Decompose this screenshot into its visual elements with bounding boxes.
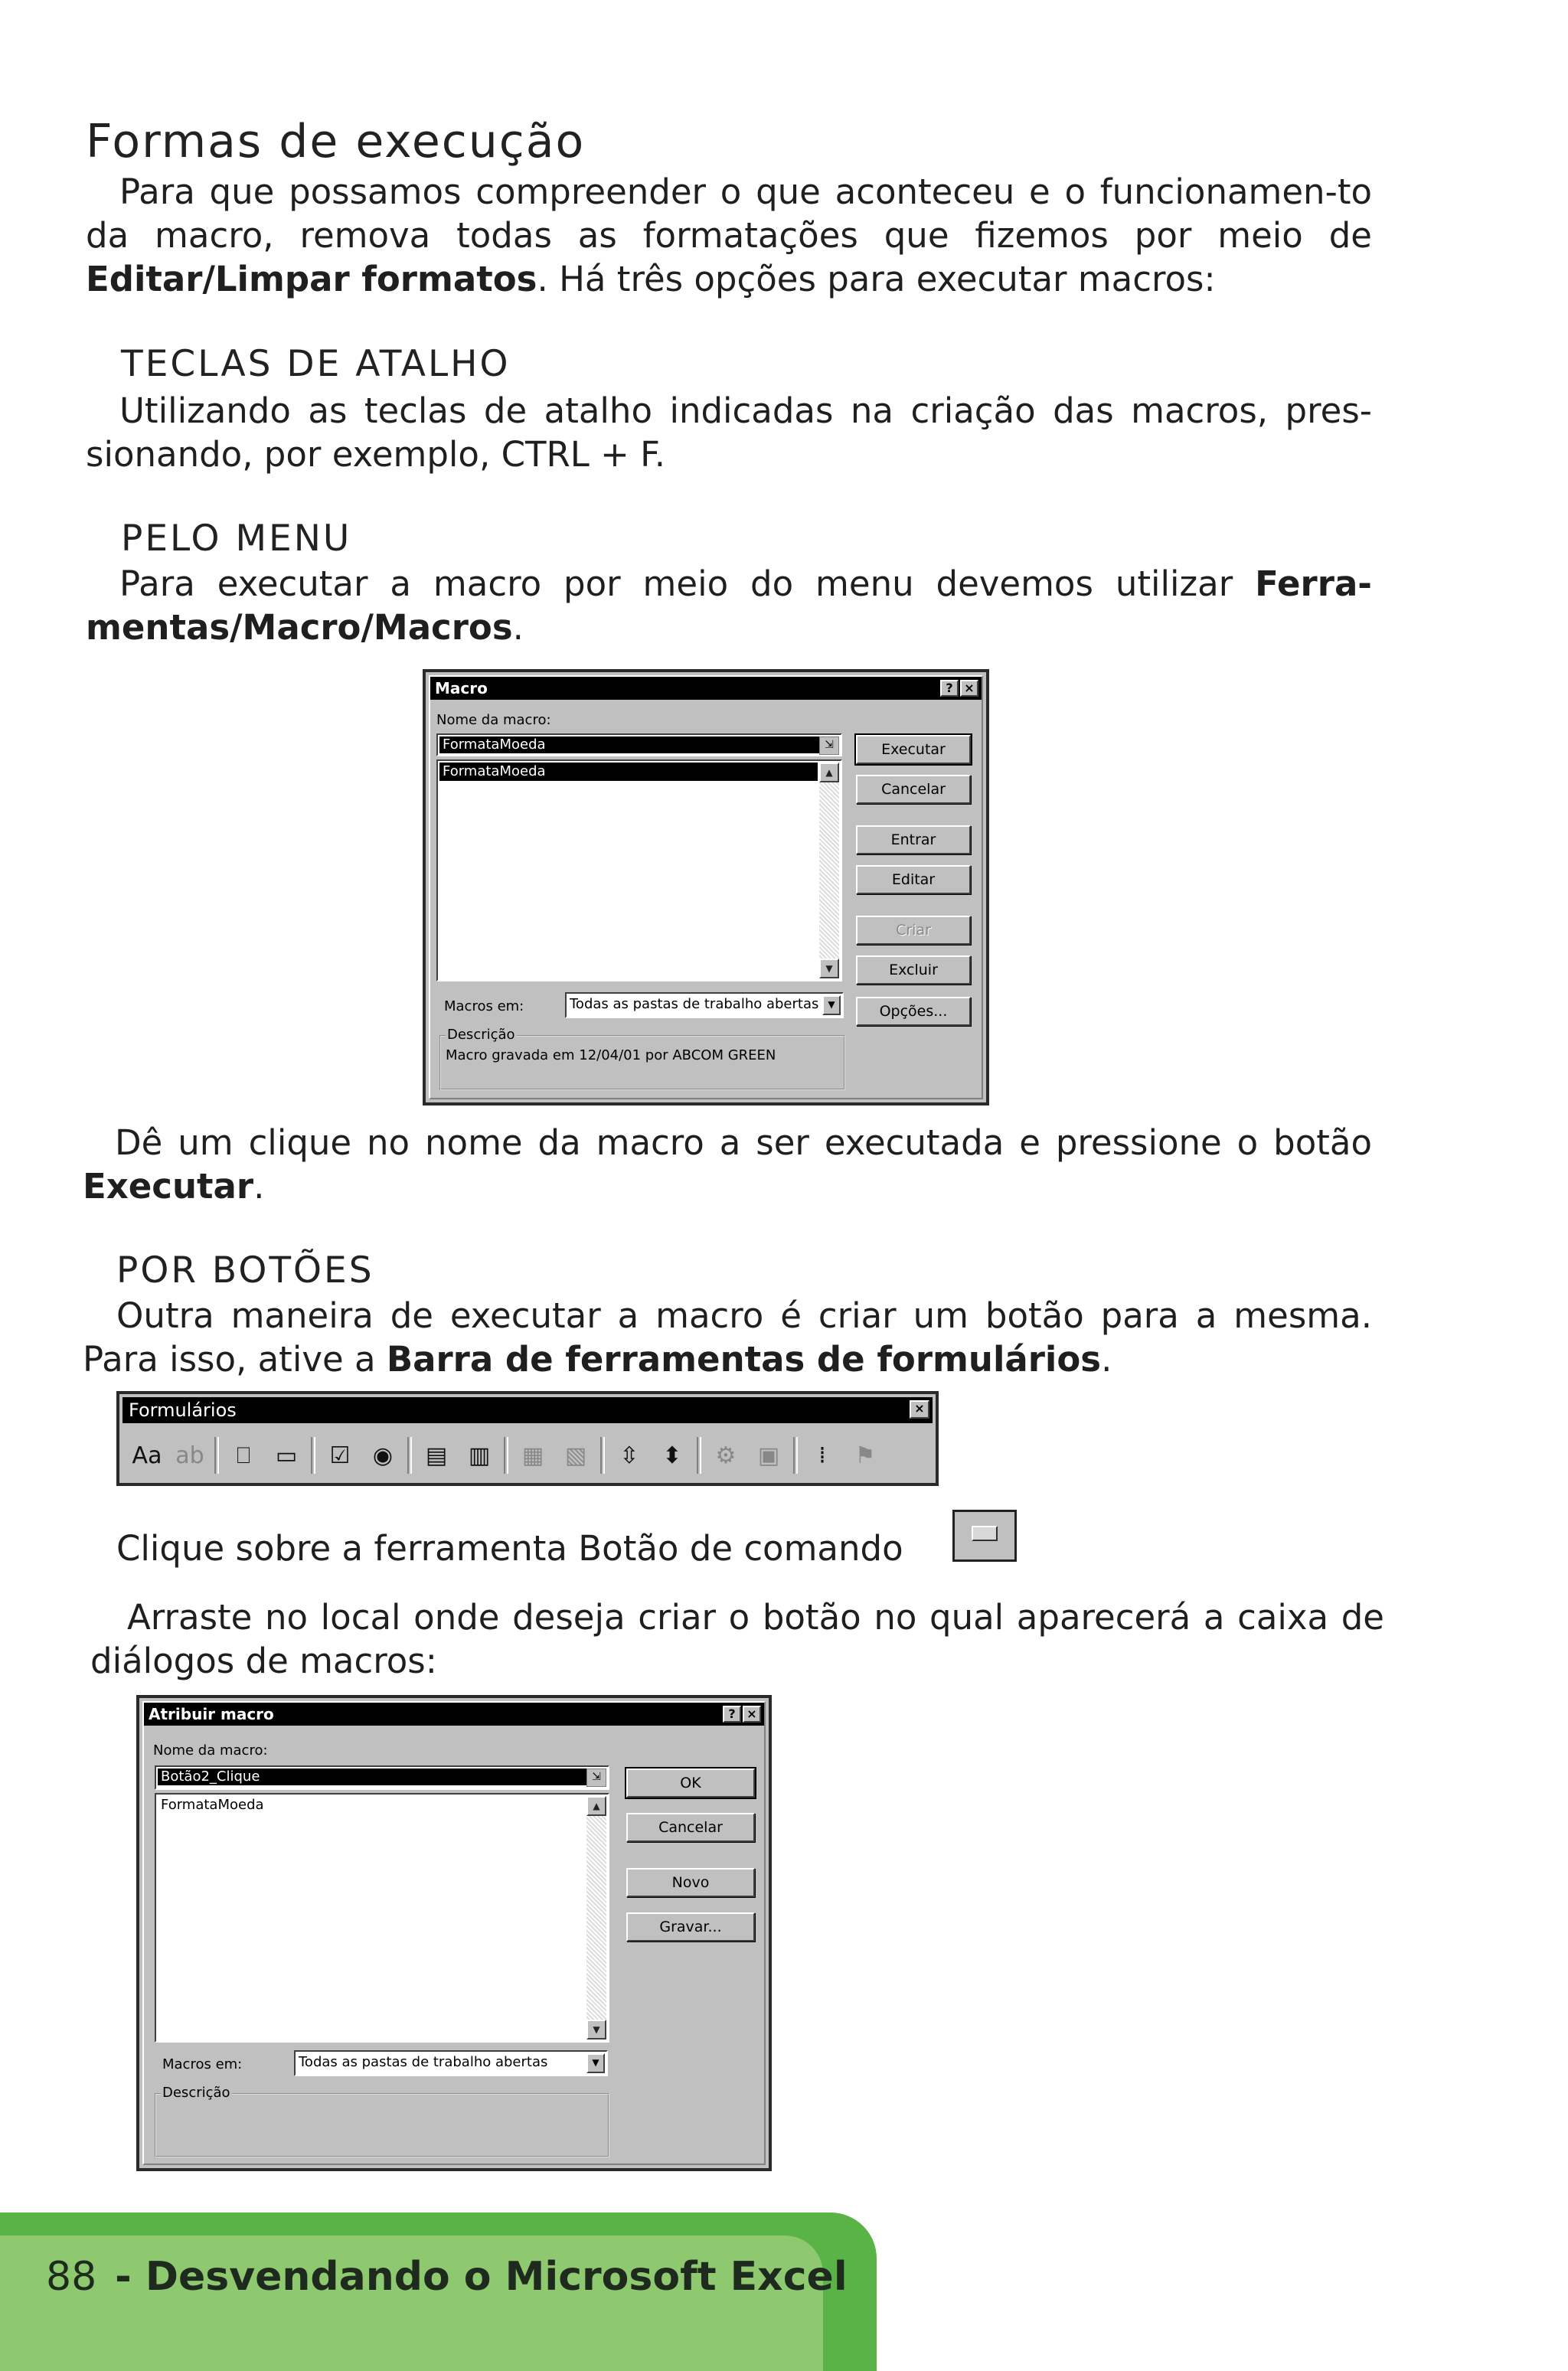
assign-macro-list[interactable] <box>155 1793 609 2043</box>
toolbar-separator <box>407 1437 412 1474</box>
combo-dropdown-edit-icon[interactable]: ▧ <box>564 1442 587 1469</box>
menu-bold-command: Ferra-mentas/Macro/Macros <box>86 563 1372 648</box>
book-title: - Desvendando o Microsoft Excel <box>115 2254 848 2300</box>
forms-toolbar-tools <box>126 1431 929 1480</box>
edit-code-icon[interactable]: ▣ <box>757 1442 780 1469</box>
toolbar-separator <box>214 1437 219 1474</box>
close-icon[interactable]: × <box>910 1400 929 1419</box>
list-box-icon[interactable]: ▤ <box>425 1442 448 1469</box>
click-tool-text: Clique sobre a ferramenta Botão de comando <box>116 1528 903 1569</box>
intro-paragraph <box>86 170 1372 301</box>
run-instruction-paragraph <box>83 1121 1372 1208</box>
macro-name-input[interactable] <box>436 733 842 756</box>
collapse-dialog-icon[interactable]: ⇲ <box>586 1768 606 1787</box>
macros-in-value: Todas as pastas de trabalho abertas <box>570 996 819 1012</box>
command-button-icon[interactable]: ▭ <box>275 1442 298 1469</box>
chevron-down-icon[interactable]: ▼ <box>822 995 841 1015</box>
assign-macros-in-label: Macros em: <box>162 2056 243 2072</box>
edit-button[interactable]: Editar <box>856 865 971 894</box>
toolbar-separator <box>697 1437 701 1474</box>
list-scrollbar[interactable] <box>819 763 839 978</box>
assign-name-label: Nome da macro: <box>153 1742 268 1759</box>
collapse-dialog-icon[interactable]: ⇲ <box>819 736 839 755</box>
cancel-button[interactable]: Cancelar <box>856 775 971 804</box>
macro-dialog-title: Macro <box>435 679 488 697</box>
option-button-icon[interactable]: ◉ <box>372 1442 394 1469</box>
list-scrollbar[interactable] <box>586 1796 606 2040</box>
macros-in-label: Macros em: <box>444 998 524 1014</box>
label-icon[interactable]: Aa <box>132 1442 162 1469</box>
macro-name-value: FormataMoeda <box>439 736 819 753</box>
description-group <box>439 1027 845 1090</box>
assign-macros-in-value: Todas as pastas de trabalho abertas <box>299 2054 548 2070</box>
scroll-up-icon[interactable]: ▲ <box>819 763 839 782</box>
shortcut-paragraph: Utilizando as teclas de atalho indicadas na criação das macros, pres-sionando, por exemplo, CTRL + F. <box>86 390 1372 475</box>
toggle-grid-icon[interactable]: ⁞ <box>818 1442 826 1469</box>
step-into-button[interactable]: Entrar <box>856 825 971 854</box>
run-button[interactable]: Executar <box>856 735 971 764</box>
assign-macro-dialog <box>136 1695 772 2171</box>
menu-text: Para executar a macro por meio do menu devemos utilizar <box>119 563 1256 604</box>
toolbar-separator <box>793 1437 798 1474</box>
control-properties-icon[interactable]: ⚙ <box>715 1442 737 1469</box>
assign-macros-in-select[interactable] <box>294 2050 608 2076</box>
buttons-section-title: POR BOTÕES <box>116 1249 374 1292</box>
checkbox-icon[interactable]: ☑ <box>329 1442 351 1469</box>
drag-instruction-paragraph: Arraste no local onde deseja criar o botão no qual aparecerá a caixa de diálogos de macros: <box>90 1597 1384 1681</box>
run-instruction-text: Dê um clique no nome da macro a ser executada e pressione o botão <box>115 1122 1372 1163</box>
buttons-bold-command: Barra de ferramentas de formulários <box>386 1339 1102 1380</box>
intro-text-end: . Há três opções para executar macros: <box>537 259 1216 299</box>
assign-dialog-titlebar <box>144 1703 764 1726</box>
assign-description-group <box>155 2085 609 2157</box>
buttons-text-end: . <box>1101 1339 1112 1380</box>
new-button[interactable]: Novo <box>626 1868 755 1897</box>
macros-in-select[interactable] <box>565 992 844 1018</box>
record-button[interactable]: Gravar... <box>626 1912 755 1942</box>
assign-description-label: Descrição <box>162 2085 230 2101</box>
menu-text-end: . <box>512 607 524 648</box>
macro-name-label: Nome da macro: <box>436 712 551 728</box>
assign-name-input[interactable] <box>155 1765 609 1790</box>
create-button[interactable]: Criar <box>856 916 971 945</box>
combo-box-icon[interactable]: ▥ <box>468 1442 491 1469</box>
menu-section-title: PELO MENU <box>121 518 352 560</box>
run-instruction-bold: Executar <box>83 1166 254 1207</box>
scroll-bar-icon[interactable]: ⇳ <box>619 1442 639 1469</box>
run-instruction-end: . <box>253 1166 265 1207</box>
cancel-button[interactable]: Cancelar <box>626 1813 755 1842</box>
spinner-icon[interactable]: ⬍ <box>662 1442 682 1469</box>
menu-paragraph <box>86 562 1372 649</box>
combo-list-edit-icon[interactable]: ▦ <box>521 1442 544 1469</box>
macro-list[interactable] <box>436 759 842 981</box>
forms-toolbar-title: Formulários <box>122 1397 933 1423</box>
intro-text: Para que possamos compreender o que aconteceu e o funcionamen-to da macro, remova todas as formatações que fizemos por meio de <box>86 171 1372 256</box>
help-icon[interactable]: ? <box>723 1706 741 1723</box>
scroll-down-icon[interactable]: ▼ <box>819 959 839 978</box>
description-value: Macro gravada em 12/04/01 por ABCOM GREEN <box>446 1047 776 1063</box>
buttons-paragraph <box>83 1294 1372 1381</box>
intro-bold-command: Editar/Limpar formatos <box>86 259 537 299</box>
run-dialog-icon[interactable]: ⚑ <box>854 1442 876 1469</box>
forms-toolbar <box>116 1391 939 1486</box>
list-item[interactable]: FormataMoeda <box>439 763 818 781</box>
scroll-down-icon[interactable]: ▼ <box>586 2020 606 2040</box>
ok-button[interactable]: OK <box>626 1768 755 1798</box>
chevron-down-icon[interactable]: ▼ <box>586 2053 605 2073</box>
options-button[interactable]: Opções... <box>856 997 971 1026</box>
shortcut-section-title: TECLAS DE ATALHO <box>121 343 511 385</box>
buttons-text: Outra maneira de executar a macro é criar um botão para a mesma. Para isso, ative a <box>83 1295 1372 1380</box>
footer <box>46 2254 848 2300</box>
toolbar-separator <box>311 1437 315 1474</box>
page-number: 88 <box>46 2254 97 2300</box>
macro-dialog <box>423 669 989 1105</box>
assign-name-value: Botão2_Clique <box>158 1768 586 1785</box>
toolbar-separator <box>504 1437 508 1474</box>
group-box-icon[interactable]: ⎕ <box>237 1442 250 1469</box>
command-button-icon <box>952 1510 1017 1562</box>
toolbar-separator <box>600 1437 605 1474</box>
scroll-up-icon[interactable]: ▲ <box>586 1796 606 1816</box>
close-icon[interactable]: × <box>743 1706 761 1723</box>
assign-dialog-title: Atribuir macro <box>149 1705 274 1723</box>
close-icon[interactable]: × <box>960 680 978 697</box>
help-icon[interactable]: ? <box>940 680 959 697</box>
description-label: Descrição <box>447 1027 515 1043</box>
macro-dialog-titlebar <box>430 677 982 700</box>
list-item[interactable]: FormataMoeda <box>161 1797 264 1813</box>
edit-box-icon[interactable]: ab <box>175 1442 204 1469</box>
delete-button[interactable]: Excluir <box>856 955 971 985</box>
page-heading: Formas de execução <box>86 115 586 168</box>
